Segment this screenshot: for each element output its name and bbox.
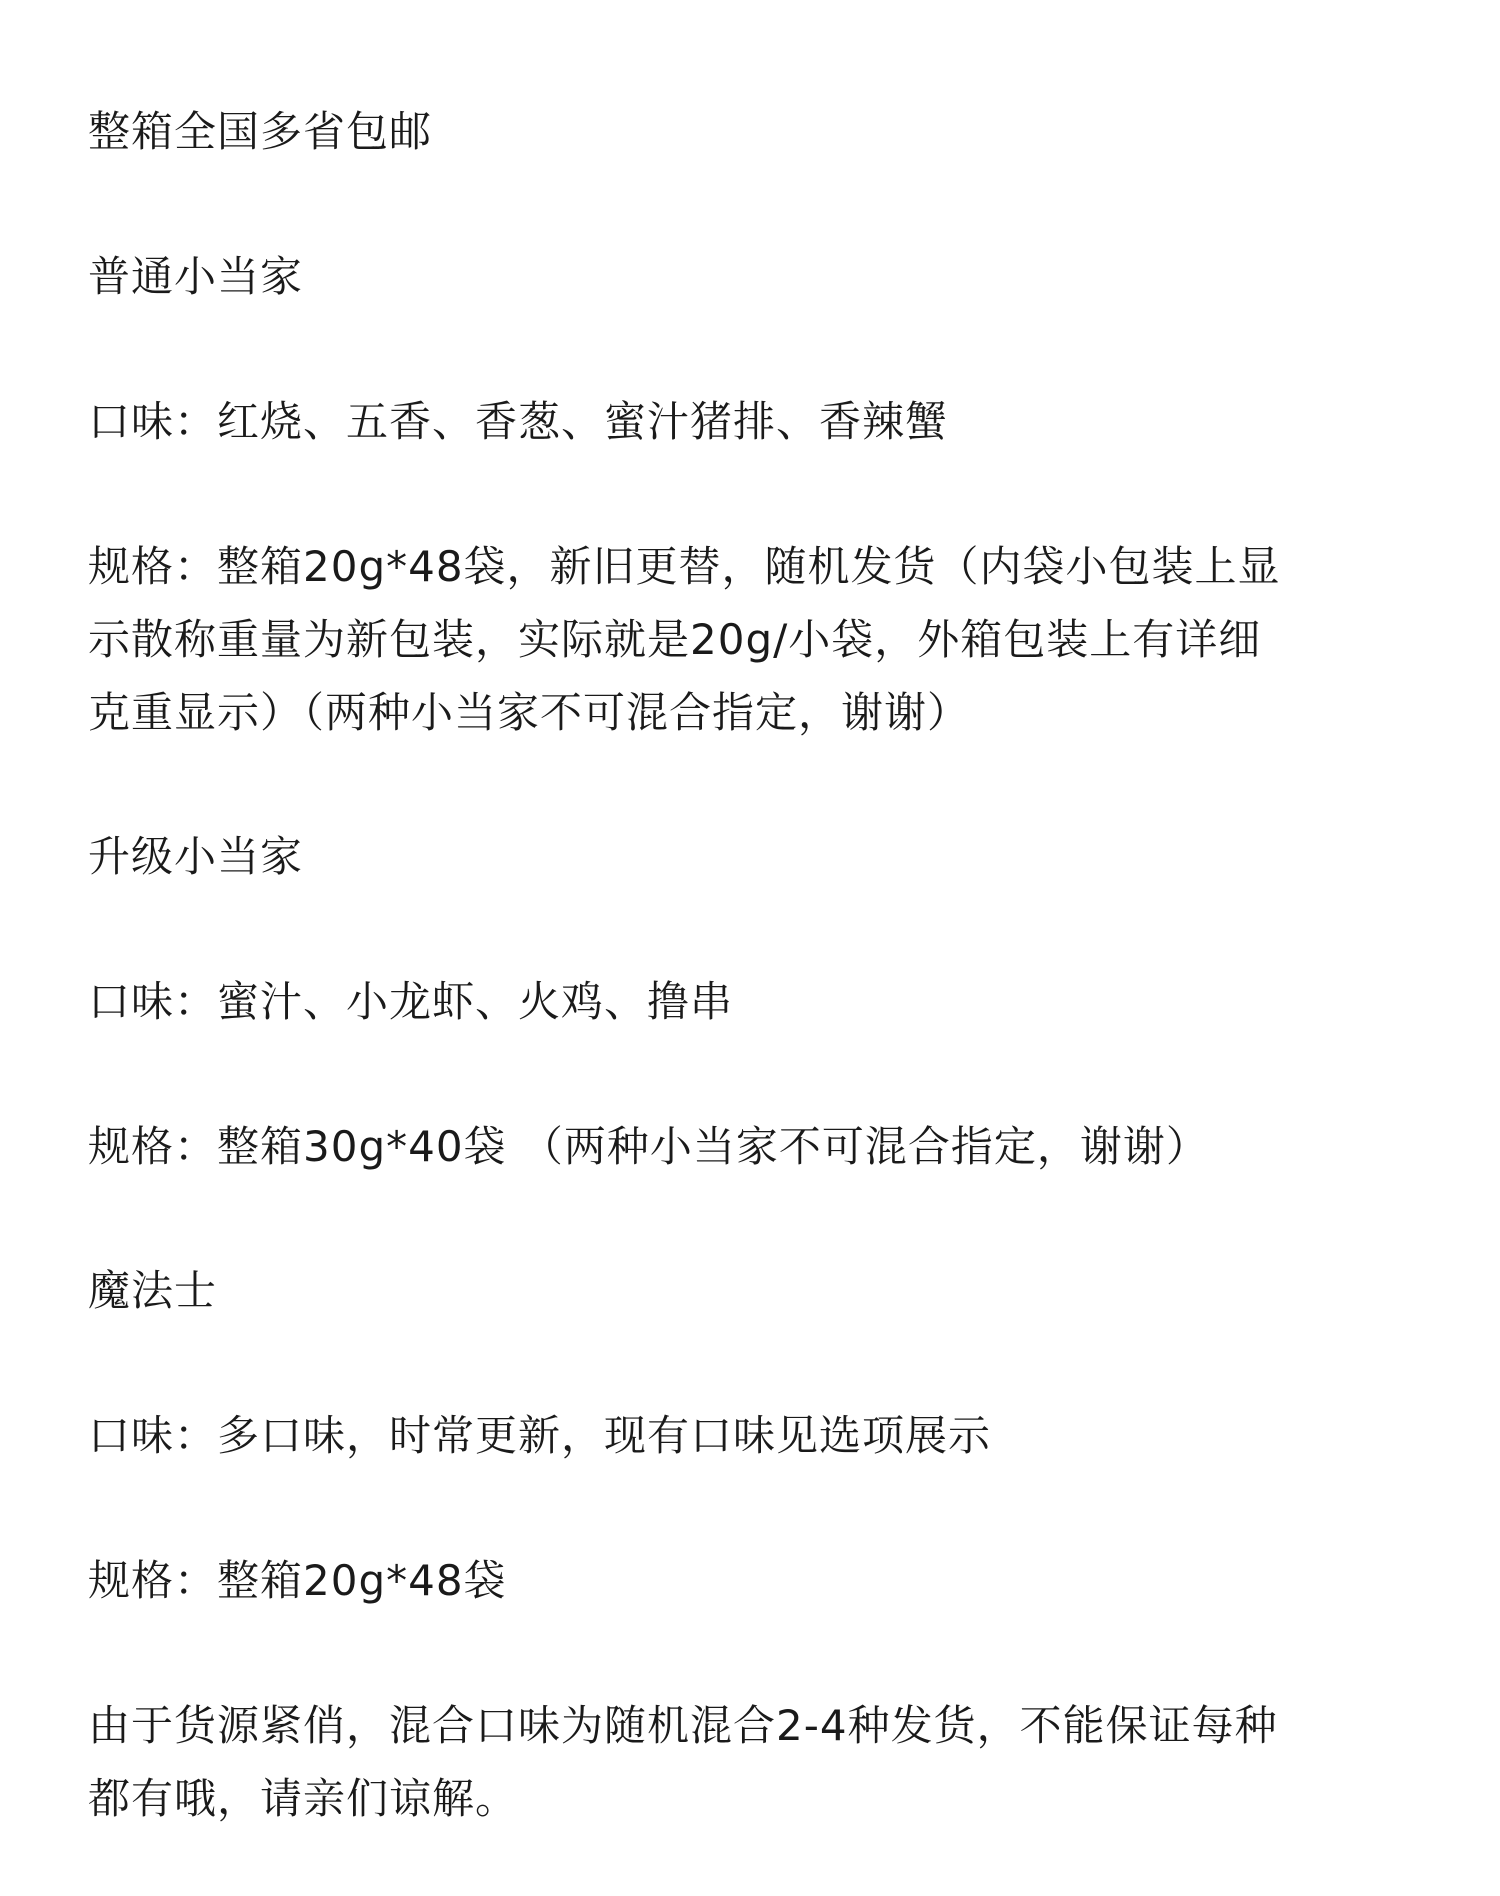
product-spec-regular xyxy=(88,530,1428,749)
product-flavors-regular: 口味：红烧、五香、香葱、蜜汁猪排、香辣蟹 xyxy=(88,397,949,446)
product-spec-mofashi: 规格：整箱20g*48袋 xyxy=(88,1556,507,1605)
notice-line: 由于货源紧俏，混合口味为随机混合2-4种发货，不能保证每种 xyxy=(88,1701,1278,1750)
product-flavors-upgraded: 口味：蜜汁、小龙虾、火鸡、撸串 xyxy=(88,977,734,1026)
product-name-mofashi: 魔法士 xyxy=(88,1266,218,1315)
product-flavors-mofashi: 口味：多口味，时常更新，现有口味见选项展示 xyxy=(88,1411,992,1460)
shipping-note: 整箱全国多省包邮 xyxy=(88,107,433,156)
spec-line: 示散称重量为新包装，实际就是20g/小袋，外箱包装上有详细 xyxy=(88,615,1262,664)
product-spec-upgraded: 规格：整箱30g*40袋 （两种小当家不可混合指定，谢谢） xyxy=(88,1122,1209,1171)
spec-line: 规格：整箱20g*48袋，新旧更替，随机发货（内袋小包装上显 xyxy=(88,542,1281,591)
product-name-regular: 普通小当家 xyxy=(88,252,304,301)
spec-line: 克重显示）（两种小当家不可混合指定，谢谢） xyxy=(88,688,971,737)
notice-line: 都有哦，请亲们谅解。 xyxy=(88,1774,519,1823)
mixed-flavor-notice xyxy=(88,1689,1428,1835)
product-name-upgraded: 升级小当家 xyxy=(88,832,304,881)
